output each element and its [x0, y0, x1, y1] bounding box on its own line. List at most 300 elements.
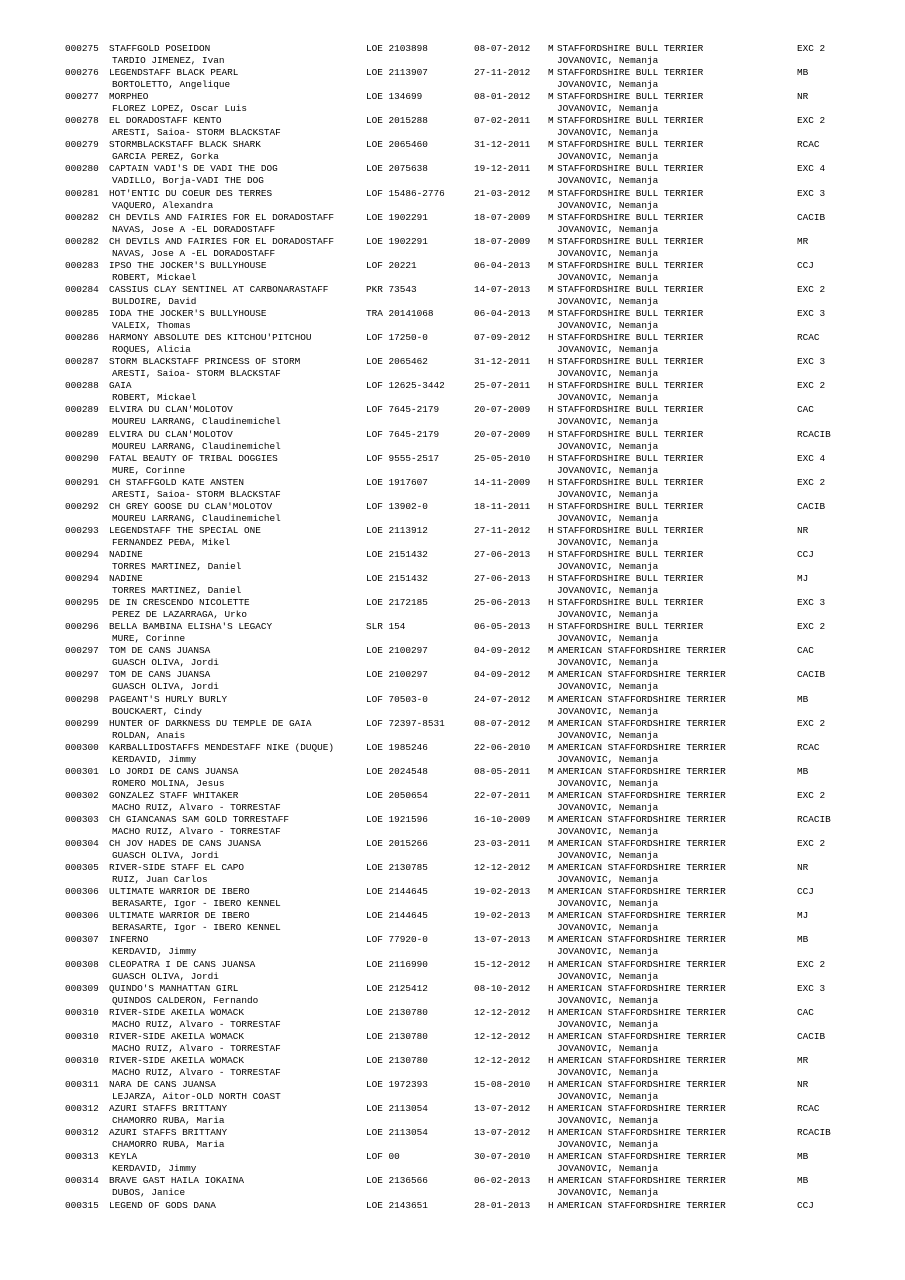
list-item	[65, 934, 895, 958]
entry-number: 000315	[65, 1199, 99, 1211]
registration-number: LOE 2172185	[366, 597, 428, 609]
breed: STAFFORDSHIRE BULL TERRIER	[557, 115, 704, 127]
sex: M	[548, 838, 554, 850]
breeder-name: JOVANOVIC, Nemanja	[557, 79, 659, 91]
registration-number: LOE 2075638	[366, 163, 428, 175]
owner-name: ROMERO MOLINA, Jesus	[112, 777, 225, 789]
entry-line-people	[65, 1163, 895, 1175]
registration-number: LOF 15486-2776	[366, 187, 445, 199]
entry-line-main	[65, 429, 895, 441]
entry-line-main	[65, 669, 895, 681]
registration-number: LOE 2024548	[366, 765, 428, 777]
breeder-name: JOVANOVIC, Nemanja	[557, 199, 659, 211]
list-item	[65, 1079, 895, 1103]
birth-date: 15-12-2012	[474, 958, 531, 970]
award: EXC 2	[797, 380, 826, 392]
entry-line-main	[65, 139, 895, 151]
registration-number: PKR 73543	[366, 283, 417, 295]
birth-date: 13-07-2012	[474, 1127, 531, 1139]
birth-date: 15-08-2010	[474, 1079, 531, 1091]
birth-date: 21-03-2012	[474, 187, 531, 199]
breeder-name: JOVANOVIC, Nemanja	[557, 1042, 659, 1054]
owner-name: ROBERT, Mickael	[112, 392, 197, 404]
entry-line-people	[65, 609, 895, 621]
entry-number: 000301	[65, 765, 99, 777]
breeder-name: JOVANOVIC, Nemanja	[557, 1163, 659, 1175]
owner-name: MOUREU LARRANG, Claudinemichel	[112, 512, 281, 524]
entry-number: 000291	[65, 476, 99, 488]
entry-line-people	[65, 392, 895, 404]
birth-date: 27-06-2013	[474, 548, 531, 560]
list-item	[65, 959, 895, 983]
sex: H	[548, 1030, 554, 1042]
birth-date: 04-09-2012	[474, 645, 531, 657]
breed: STAFFORDSHIRE BULL TERRIER	[557, 548, 704, 560]
owner-name: PEREZ DE LAZARRAGA, Urko	[112, 609, 248, 621]
owner-name: FLOREZ LOPEZ, Oscar Luis	[112, 103, 248, 115]
entry-line-main	[65, 766, 895, 778]
birth-date: 13-07-2012	[474, 1103, 531, 1115]
dog-name: ULTIMATE WARRIOR DE IBERO	[109, 886, 250, 898]
sex: H	[548, 958, 554, 970]
dog-name: CLEOPATRA I DE CANS JUANSA	[109, 958, 256, 970]
birth-date: 19-02-2013	[474, 886, 531, 898]
entry-number: 000286	[65, 332, 99, 344]
birth-date: 06-04-2013	[474, 308, 531, 320]
breeder-name: JOVANOVIC, Nemanja	[557, 488, 659, 500]
birth-date: 27-11-2012	[474, 524, 531, 536]
dog-name: GONZALEZ STAFF WHITAKER	[109, 789, 239, 801]
dog-name: LEGENDSTAFF THE SPECIAL ONE	[109, 524, 261, 536]
registration-number: LOF 72397-8531	[366, 717, 445, 729]
sex: M	[548, 139, 554, 151]
award: CACIB	[797, 1030, 826, 1042]
entry-line-main	[65, 91, 895, 103]
owner-name: QUINDOS CALDERON, Fernando	[112, 994, 259, 1006]
breeder-name: JOVANOVIC, Nemanja	[557, 753, 659, 765]
birth-date: 12-12-2012	[474, 1054, 531, 1066]
award: CAC	[797, 1006, 814, 1018]
registration-number: LOE 1902291	[366, 211, 428, 223]
breed: STAFFORDSHIRE BULL TERRIER	[557, 573, 704, 585]
award: EXC 3	[797, 308, 826, 320]
entry-number: 000310	[65, 1030, 99, 1042]
breed: AMERICAN STAFFORDSHIRE TERRIER	[557, 765, 726, 777]
award: EXC 3	[797, 187, 826, 199]
breed: AMERICAN STAFFORDSHIRE TERRIER	[557, 982, 726, 994]
sex: M	[548, 283, 554, 295]
breed: STAFFORDSHIRE BULL TERRIER	[557, 621, 704, 633]
sex: H	[548, 404, 554, 416]
breed: STAFFORDSHIRE BULL TERRIER	[557, 283, 704, 295]
birth-date: 27-11-2012	[474, 67, 531, 79]
list-item	[65, 260, 895, 284]
dog-name: TOM DE CANS JUANSA	[109, 669, 211, 681]
dog-name: INFERNO	[109, 934, 149, 946]
dog-name: IPSO THE JOCKER'S BULLYHOUSE	[109, 259, 267, 271]
award: CCJ	[797, 1199, 814, 1211]
entry-number: 000312	[65, 1127, 99, 1139]
breeder-name: JOVANOVIC, Nemanja	[557, 777, 659, 789]
sex: M	[548, 669, 554, 681]
owner-name: MACHO RUIZ, Alvaro - TORRESTAF	[112, 1018, 281, 1030]
breed: STAFFORDSHIRE BULL TERRIER	[557, 259, 704, 271]
dog-name: TOM DE CANS JUANSA	[109, 645, 211, 657]
list-item	[65, 1151, 895, 1175]
breeder-name: JOVANOVIC, Nemanja	[557, 103, 659, 115]
dog-name: RIVER-SIDE AKEILA WOMACK	[109, 1030, 245, 1042]
sex: M	[548, 765, 554, 777]
owner-name: VADILLO, Borja-VADI THE DOG	[112, 175, 264, 187]
birth-date: 12-12-2012	[474, 862, 531, 874]
entry-number: 000311	[65, 1079, 99, 1091]
dog-name: NADINE	[109, 548, 143, 560]
entry-line-people	[65, 633, 895, 645]
list-item	[65, 838, 895, 862]
award: MB	[797, 67, 809, 79]
entry-line-main	[65, 718, 895, 730]
entry-line-people	[65, 416, 895, 428]
award: EXC 3	[797, 597, 826, 609]
breeder-name: JOVANOVIC, Nemanja	[557, 1139, 659, 1151]
breeder-name: JOVANOVIC, Nemanja	[557, 1018, 659, 1030]
owner-name: BULDOIRE, David	[112, 295, 197, 307]
entry-line-people	[65, 1115, 895, 1127]
sex: H	[548, 380, 554, 392]
owner-name: FERNANDEZ PEÐA, Mikel	[112, 536, 231, 548]
breeder-name: JOVANOVIC, Nemanja	[557, 151, 659, 163]
dog-name: KEYLA	[109, 1151, 138, 1163]
list-item	[65, 742, 895, 766]
entry-line-main	[65, 1175, 895, 1187]
entry-line-people	[65, 465, 895, 477]
registration-number: LOE 1921596	[366, 814, 428, 825]
entry-line-people	[65, 55, 895, 67]
birth-date: 20-07-2009	[474, 428, 531, 440]
registration-number: LOE 2103898	[366, 43, 428, 54]
dog-name: HUNTER OF DARKNESS DU TEMPLE DE GAIA	[109, 717, 312, 729]
birth-date: 24-07-2012	[474, 693, 531, 705]
birth-date: 18-11-2011	[474, 500, 531, 512]
entry-number: 000314	[65, 1175, 99, 1187]
entry-line-main	[65, 284, 895, 296]
award: MJ	[797, 573, 809, 585]
breed: AMERICAN STAFFORDSHIRE TERRIER	[557, 958, 726, 970]
entry-line-main	[65, 501, 895, 513]
breeder-name: JOVANOVIC, Nemanja	[557, 560, 659, 572]
owner-name: ARESTI, Saioa- STORM BLACKSTAF	[112, 368, 281, 380]
award: MB	[797, 1175, 809, 1187]
entry-line-people	[65, 1019, 895, 1031]
list-item	[65, 1031, 895, 1055]
dog-name: BRAVE GAST HAILA IOKAINA	[109, 1175, 245, 1187]
entry-line-main	[65, 983, 895, 995]
entry-line-people	[65, 850, 895, 862]
breeder-name: JOVANOVIC, Nemanja	[557, 994, 659, 1006]
list-item	[65, 1007, 895, 1031]
entry-line-main	[65, 1127, 895, 1139]
owner-name: MACHO RUIZ, Alvaro - TORRESTAF	[112, 1066, 281, 1078]
entry-number: 000281	[65, 187, 99, 199]
entry-line-main	[65, 934, 895, 946]
award: MB	[797, 934, 809, 946]
entry-line-people	[65, 1043, 895, 1055]
breed: STAFFORDSHIRE BULL TERRIER	[557, 452, 704, 464]
sex: H	[548, 356, 554, 368]
owner-name: BERASARTE, Igor - IBERO KENNEL	[112, 898, 281, 910]
entry-line-main	[65, 621, 895, 633]
breed: STAFFORDSHIRE BULL TERRIER	[557, 308, 704, 320]
sex: H	[548, 548, 554, 560]
entry-line-main	[65, 1200, 895, 1212]
breeder-name: JOVANOVIC, Nemanja	[557, 1066, 659, 1078]
dog-name: KARBALLIDOSTAFFS MENDESTAFF NIKE (DUQUE)	[109, 741, 335, 753]
entry-line-people	[65, 971, 895, 983]
award: NR	[797, 862, 809, 874]
breed: AMERICAN STAFFORDSHIRE TERRIER	[557, 1103, 726, 1115]
sex: H	[548, 476, 554, 488]
award: CACIB	[797, 669, 826, 681]
award: EXC 2	[797, 717, 826, 729]
list-item	[65, 862, 895, 886]
breed: AMERICAN STAFFORDSHIRE TERRIER	[557, 886, 726, 898]
sex: H	[548, 982, 554, 994]
owner-name: MACHO RUIZ, Alvaro - TORRESTAF	[112, 826, 281, 837]
entry-number: 000303	[65, 814, 99, 825]
owner-name: BOUCKAERT, Cindy	[112, 705, 203, 717]
entry-line-main	[65, 573, 895, 585]
entry-number: 000284	[65, 283, 99, 295]
award: CCJ	[797, 259, 814, 271]
entry-line-people	[65, 320, 895, 332]
entry-number: 000276	[65, 67, 99, 79]
birth-date: 07-02-2011	[474, 115, 531, 127]
sex: H	[548, 332, 554, 344]
registration-number: LOE 1917607	[366, 476, 428, 488]
registration-number: LOF 9555-2517	[366, 452, 440, 464]
list-item	[65, 453, 895, 477]
award: RCACIB	[797, 1127, 831, 1139]
award: EXC 2	[797, 958, 826, 970]
birth-date: 12-12-2012	[474, 1006, 531, 1018]
breed: STAFFORDSHIRE BULL TERRIER	[557, 597, 704, 609]
breeder-name: JOVANOVIC, Nemanja	[557, 392, 659, 404]
birth-date: 25-05-2010	[474, 452, 531, 464]
birth-date: 18-07-2009	[474, 211, 531, 223]
dog-name: LEGENDSTAFF BLACK PEARL	[109, 67, 239, 79]
dog-name: NARA DE CANS JUANSA	[109, 1079, 216, 1091]
breed: STAFFORDSHIRE BULL TERRIER	[557, 428, 704, 440]
list-item	[65, 501, 895, 525]
registration-number: LOE 2130785	[366, 862, 428, 874]
list-item	[65, 669, 895, 693]
entry-line-people	[65, 1139, 895, 1151]
owner-name: GUASCH OLIVA, Jordi	[112, 970, 219, 982]
birth-date: 08-05-2011	[474, 765, 531, 777]
birth-date: 19-12-2011	[474, 163, 531, 175]
sex: H	[548, 452, 554, 464]
award: RCACIB	[797, 428, 831, 440]
sex: M	[548, 741, 554, 753]
sex: M	[548, 163, 554, 175]
list-item	[65, 1175, 895, 1199]
owner-name: VALEIX, Thomas	[112, 320, 191, 332]
entry-number: 000279	[65, 139, 99, 151]
entry-line-people	[65, 706, 895, 718]
birth-date: 08-07-2012	[474, 43, 531, 54]
entry-number: 000282	[65, 235, 99, 247]
list-item	[65, 1055, 895, 1079]
sex: M	[548, 910, 554, 922]
award: EXC 2	[797, 621, 826, 633]
entry-line-main	[65, 67, 895, 79]
entry-number: 000307	[65, 934, 99, 946]
entry-line-people	[65, 802, 895, 814]
breeder-name: JOVANOVIC, Nemanja	[557, 874, 659, 886]
dog-name: ELVIRA DU CLAN'MOLOTOV	[109, 404, 233, 416]
breeder-name: JOVANOVIC, Nemanja	[557, 247, 659, 259]
award: NR	[797, 1079, 809, 1091]
owner-name: KERDAVID, Jimmy	[112, 946, 197, 958]
registration-number: LOE 2143651	[366, 1199, 428, 1211]
dog-name: ULTIMATE WARRIOR DE IBERO	[109, 910, 250, 922]
birth-date: 31-12-2011	[474, 139, 531, 151]
registration-number: LOE 2100297	[366, 645, 428, 657]
owner-name: BORTOLETTO, Angelique	[112, 79, 231, 91]
breed: AMERICAN STAFFORDSHIRE TERRIER	[557, 669, 726, 681]
birth-date: 08-07-2012	[474, 717, 531, 729]
breed: AMERICAN STAFFORDSHIRE TERRIER	[557, 934, 726, 946]
breed: AMERICAN STAFFORDSHIRE TERRIER	[557, 814, 726, 825]
award: CCJ	[797, 548, 814, 560]
birth-date: 08-01-2012	[474, 91, 531, 103]
entry-line-people	[65, 657, 895, 669]
birth-date: 25-07-2011	[474, 380, 531, 392]
award: EXC 3	[797, 356, 826, 368]
owner-name: MACHO RUIZ, Alvaro - TORRESTAF	[112, 1042, 281, 1054]
entry-line-main	[65, 1103, 895, 1115]
sex: H	[548, 1079, 554, 1091]
entry-number: 000288	[65, 380, 99, 392]
breeder-name: JOVANOVIC, Nemanja	[557, 175, 659, 187]
breeder-name: JOVANOVIC, Nemanja	[557, 223, 659, 235]
entry-line-people	[65, 127, 895, 139]
dog-name: HOT'ENTIC DU COEUR DES TERRES	[109, 187, 273, 199]
birth-date: 18-07-2009	[474, 235, 531, 247]
registration-number: LOF 7645-2179	[366, 404, 440, 416]
birth-date: 30-07-2010	[474, 1151, 531, 1163]
award: EXC 3	[797, 982, 826, 994]
entry-number: 000306	[65, 886, 99, 898]
entry-number: 000296	[65, 621, 99, 633]
breed: STAFFORDSHIRE BULL TERRIER	[557, 139, 704, 151]
owner-name: ROLDAN, Anais	[112, 729, 186, 741]
dog-name: CH JOV HADES DE CANS JUANSA	[109, 838, 261, 850]
dog-name: STORM BLACKSTAFF PRINCESS OF STORM	[109, 356, 301, 368]
registration-number: LOE 2144645	[366, 910, 428, 922]
breeder-name: JOVANOVIC, Nemanja	[557, 729, 659, 741]
award: MB	[797, 693, 809, 705]
breed: STAFFORDSHIRE BULL TERRIER	[557, 332, 704, 344]
registration-number: LOE 2130780	[366, 1030, 428, 1042]
list-item	[65, 91, 895, 115]
entry-line-people	[65, 224, 895, 236]
award: CAC	[797, 404, 814, 416]
owner-name: ROBERT, Mickael	[112, 271, 197, 283]
breeder-name: JOVANOVIC, Nemanja	[557, 440, 659, 452]
list-item	[65, 1200, 895, 1224]
birth-date: 16-10-2009	[474, 814, 531, 825]
entry-line-main	[65, 1007, 895, 1019]
award: EXC 2	[797, 43, 826, 54]
entry-line-people	[65, 79, 895, 91]
owner-name: NAVAS, Jose A -EL DORADOSTAFF	[112, 223, 276, 235]
entry-line-people	[65, 561, 895, 573]
breed: STAFFORDSHIRE BULL TERRIER	[557, 43, 704, 54]
dog-name: CH DEVILS AND FAIRIES FOR EL DORADOSTAFF	[109, 235, 335, 247]
entry-line-people	[65, 946, 895, 958]
owner-name: TORRES MARTINEZ, Daniel	[112, 585, 242, 597]
birth-date: 22-07-2011	[474, 789, 531, 801]
entry-line-main	[65, 236, 895, 248]
entry-line-main	[65, 332, 895, 344]
entry-number: 000289	[65, 404, 99, 416]
entry-number: 000304	[65, 838, 99, 850]
list-item	[65, 115, 895, 139]
entry-line-people	[65, 681, 895, 693]
birth-date: 20-07-2009	[474, 404, 531, 416]
entry-line-people	[65, 344, 895, 356]
list-item	[65, 694, 895, 718]
award: EXC 4	[797, 163, 826, 175]
sex: H	[548, 1175, 554, 1187]
owner-name: MURE, Corinne	[112, 633, 186, 645]
sex: H	[548, 1054, 554, 1066]
birth-date: 08-10-2012	[474, 982, 531, 994]
award: EXC 2	[797, 789, 826, 801]
entry-number: 000297	[65, 645, 99, 657]
registration-number: LOE 1985246	[366, 741, 428, 753]
birth-date: 13-07-2013	[474, 934, 531, 946]
owner-name: CHAMORRO RUBA, Maria	[112, 1115, 225, 1127]
sex: M	[548, 91, 554, 103]
birth-date: 06-04-2013	[474, 259, 531, 271]
breed: AMERICAN STAFFORDSHIRE TERRIER	[557, 693, 726, 705]
breeder-name: JOVANOVIC, Nemanja	[557, 416, 659, 428]
entry-line-main	[65, 308, 895, 320]
entry-line-main	[65, 597, 895, 609]
entry-line-people	[65, 272, 895, 284]
entry-line-main	[65, 163, 895, 175]
sex: M	[548, 789, 554, 801]
breed: AMERICAN STAFFORDSHIRE TERRIER	[557, 862, 726, 874]
registration-number: LOF 20221	[366, 259, 417, 271]
entry-line-main	[65, 742, 895, 754]
entry-line-main	[65, 645, 895, 657]
entry-line-people	[65, 151, 895, 163]
entry-number: 000306	[65, 910, 99, 922]
registration-number: LOE 2113912	[366, 524, 428, 536]
list-item	[65, 597, 895, 621]
breeder-name: JOVANOVIC, Nemanja	[557, 1187, 659, 1199]
breeder-name: JOVANOVIC, Nemanja	[557, 295, 659, 307]
award: RCAC	[797, 741, 820, 753]
breeder-name: JOVANOVIC, Nemanja	[557, 633, 659, 645]
dog-name: PAGEANT'S HURLY BURLY	[109, 693, 228, 705]
entry-line-main	[65, 959, 895, 971]
dog-name: ELVIRA DU CLAN'MOLOTOV	[109, 428, 233, 440]
award: MB	[797, 765, 809, 777]
